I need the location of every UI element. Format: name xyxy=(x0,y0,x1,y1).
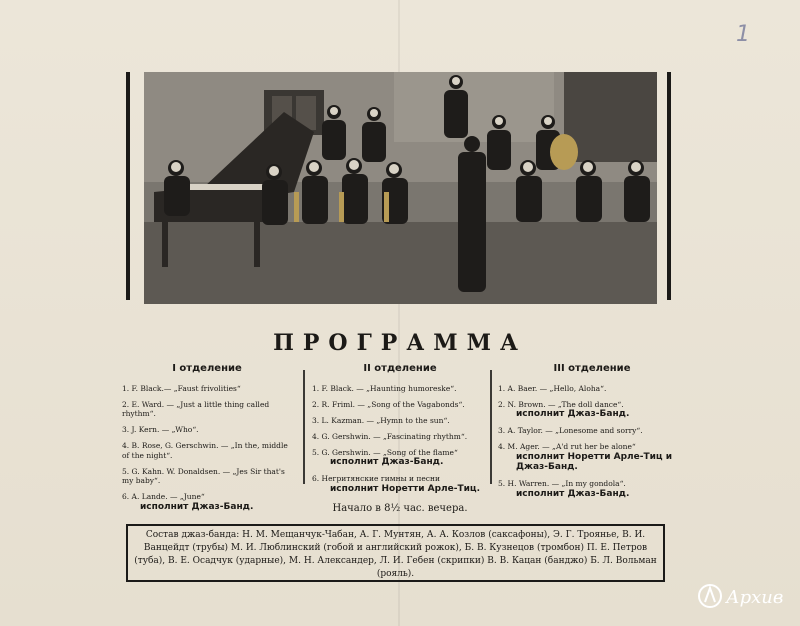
program-item: 2. E. Ward. — „Just a little thing called rhythm“. xyxy=(122,399,270,418)
program-item: 3. L. Kazman. — „Hymn to the sun“. xyxy=(312,415,450,425)
section-1 xyxy=(122,364,292,519)
section-1-items xyxy=(122,384,292,513)
stamp-text: Архив xyxy=(726,587,784,608)
column-divider xyxy=(303,370,305,484)
section-2 xyxy=(312,364,488,501)
program-item: 6. A. Lande. — „June“ исполнит Джаз-Банд. xyxy=(122,492,254,512)
archive-watermark-stamp xyxy=(696,576,792,616)
program-item: 1. F. Black.— „Faust frivolities“ xyxy=(122,383,241,393)
program-item: 4. B. Rose, G. Gerschwin. — „In the, middle of the night“. xyxy=(122,441,288,460)
right-vertical-rule xyxy=(667,72,671,300)
section-2-heading: II отделение xyxy=(363,363,437,374)
program-item: 2. R. Friml. — „Song of the Vagabonds“. xyxy=(312,399,465,409)
performer: исполнит Джаз-Банд. xyxy=(330,457,444,467)
jazz-band-photo-illustration xyxy=(144,72,657,304)
program-item: 1. A. Baer. — „Hello, Aloha“. xyxy=(498,383,607,393)
program-item: 5. G. Gershwin. — „Song of the flame“ исполнит Джаз-Банд. xyxy=(312,447,458,467)
program-title: ПРОГРАММА xyxy=(273,330,527,356)
program-item: 5. G. Kahn. W. Donaldsen. — „Jes Sir that's my baby“. xyxy=(122,466,285,485)
page-number: 1 xyxy=(736,22,750,47)
program-item: 3. A. Taylor. — „Lonesome and sorry“. xyxy=(498,426,643,435)
program-item: 3. J. Kern. — „Who“. xyxy=(122,425,199,434)
performer: исполнит Норетти Арле-Тиц. xyxy=(330,483,481,494)
column-divider xyxy=(490,370,492,484)
start-time: Начало в 8½ час. вечера. xyxy=(332,503,468,514)
section-3-heading: III отделение xyxy=(553,363,631,374)
section-2-items xyxy=(312,384,488,495)
band-composition: Состав джаз-банда: Н. М. Мещанчук-Чабан, А. Г. Мунтян, А. А. Козлов (саксафоны), Э. Г. Троянье, В. И. Ванцейдт (трубы) М. И. Люблинский (гобой и английский рожок), Б. В. Кузнецов (тромбон) П. Е. Петров (туба), В. Е. Осадчук (ударные), М. Н. Александер, Л. И. Гебен (скрипки) В. В. Кацан (банджо) Б. Л. Вольман (рояль). xyxy=(126,524,665,582)
performer: исполнит Джаз-Банд. xyxy=(516,488,630,499)
section-3 xyxy=(498,364,674,506)
section-1-heading: I отделение xyxy=(172,363,242,374)
performer: исполнит Джаз-Банд. xyxy=(140,501,254,512)
program-item: 5. H. Warren. — „In my gondola“. исполнит Джаз-Банд. xyxy=(498,479,630,499)
left-vertical-rule xyxy=(126,72,130,300)
performer: исполнит Джаз-Банд. xyxy=(516,409,630,419)
program-item: 2. N. Brown. — „The doll dance“. исполнит Джаз-Банд. xyxy=(498,399,630,419)
section-3-items xyxy=(498,384,674,500)
program-item: 6. Негритянские гимны и песни исполнит Норетти Арле-Тиц. xyxy=(312,474,481,494)
jazz-band-photo xyxy=(144,72,657,304)
program-item: 4. G. Gershwin. — „Fascinating rhythm“. xyxy=(312,431,468,441)
performer: исполнит Норетти Арле-Тиц и Джаз-Банд. xyxy=(516,451,673,472)
program-item: 1. F. Black. — „Haunting humoreske“. xyxy=(312,383,457,393)
program-item: 4. M. Ager. — „A'd rut her be alone“ исполнит Норетти Арле-Тиц и Джаз-Банд. xyxy=(498,442,673,472)
